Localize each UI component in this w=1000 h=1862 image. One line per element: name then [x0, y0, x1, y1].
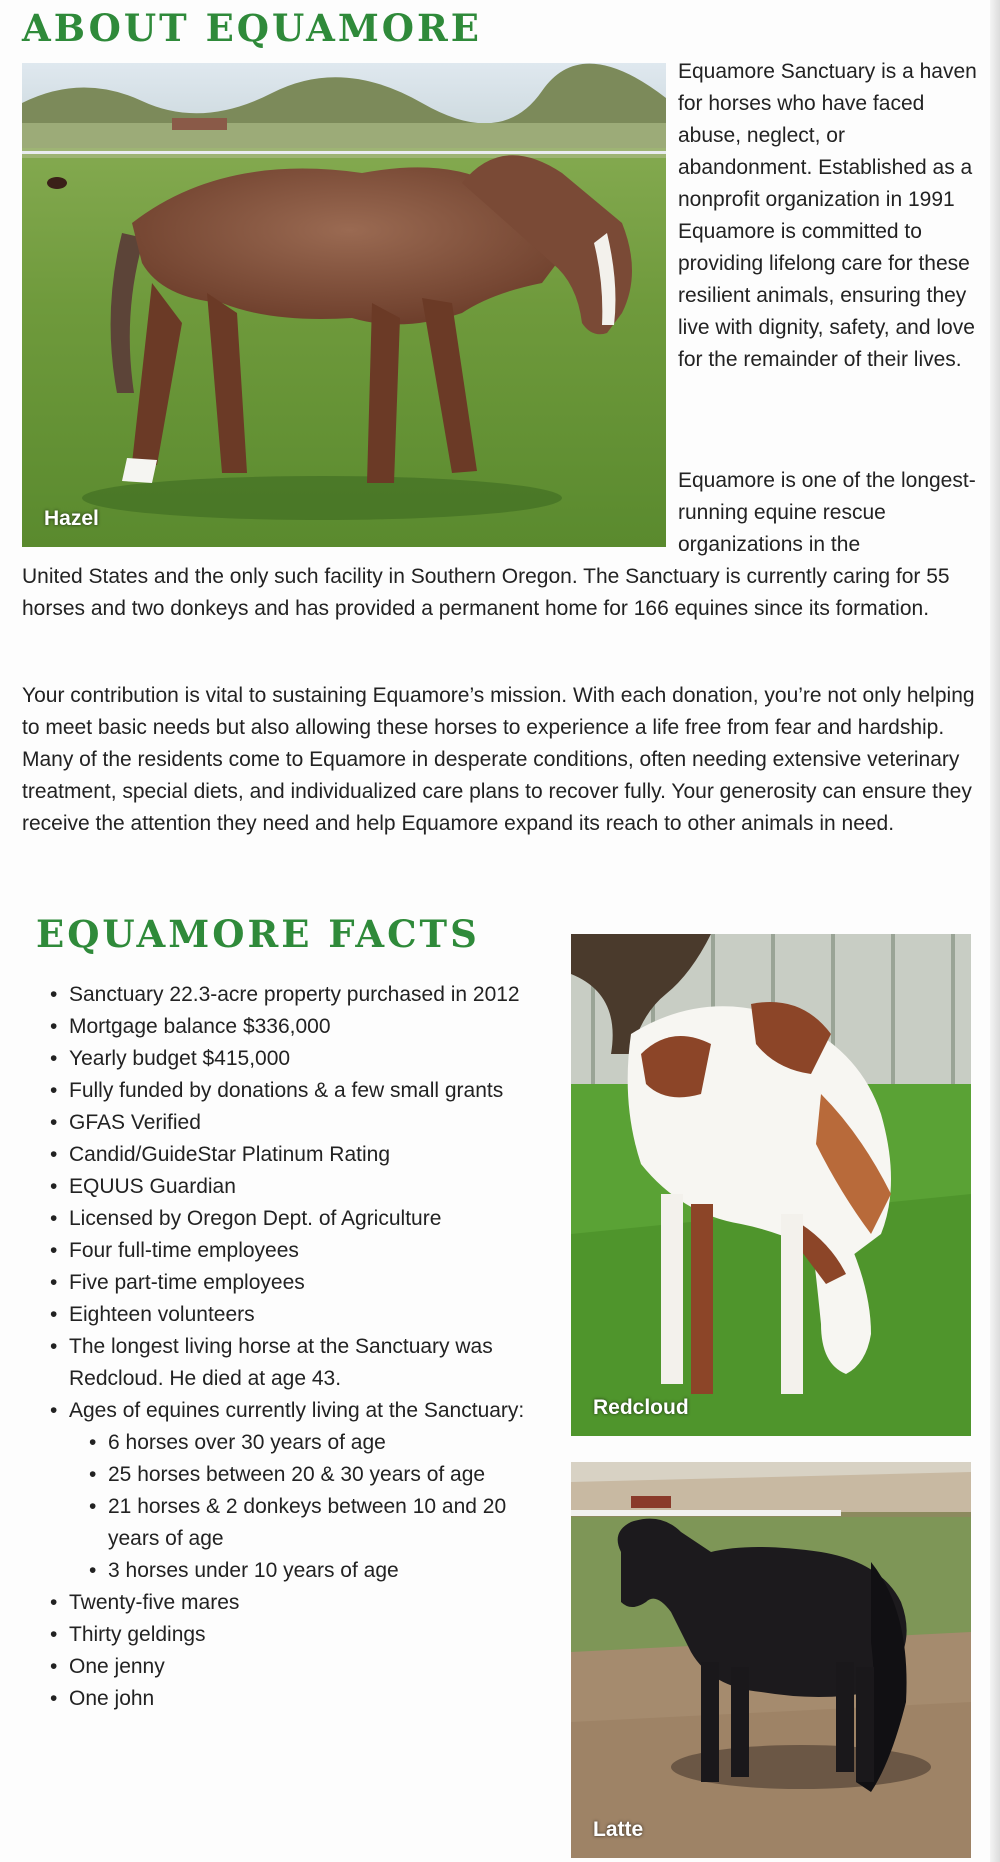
latte-photo	[571, 1462, 971, 1858]
facts-heading: EQUAMORE FACTS	[36, 912, 480, 956]
fact-item: • GFAS Verified	[50, 1107, 550, 1139]
fact-item: • Fully funded by donations & a few small grants	[50, 1075, 550, 1107]
page-edge	[990, 0, 1000, 1862]
redcloud-caption: Redcloud	[593, 1396, 689, 1419]
fact-item: • One john	[50, 1683, 550, 1715]
fact-item: • One jenny	[50, 1651, 550, 1683]
fact-subitem: • 6 horses over 30 years of age	[89, 1427, 550, 1459]
redcloud-photo	[571, 934, 971, 1436]
about-paragraph-2-part-2: United States and the only such facility in Southern Oregon. The Sanctuary is currently caring for 55 horses and two donkeys and has provided a permanent home for 166 equines since its formation.	[22, 565, 950, 620]
fact-subitem: • 25 horses between 20 & 30 years of age	[89, 1459, 550, 1491]
fact-item: • Four full-time employees	[50, 1235, 550, 1267]
about-heading: ABOUT EQUAMORE	[22, 6, 482, 50]
fact-item: • Candid/GuideStar Platinum Rating	[50, 1139, 550, 1171]
fact-item: • Sanctuary 22.3-acre property purchased in 2012	[50, 979, 550, 1011]
hazel-photo	[22, 63, 666, 547]
latte-caption: Latte	[593, 1818, 644, 1841]
fact-item: • Eighteen volunteers	[50, 1299, 550, 1331]
fact-item: • EQUUS Guardian	[50, 1171, 550, 1203]
fact-item: • Five part-time employees	[50, 1267, 550, 1299]
fact-item: • Thirty geldings	[50, 1619, 550, 1651]
fact-subitem: • 21 horses & 2 donkeys between 10 and 20 years of age	[89, 1491, 550, 1555]
fact-item: • The longest living horse at the Sanctuary was Redcloud. He died at age 43.	[50, 1331, 550, 1395]
fact-item: • Licensed by Oregon Dept. of Agriculture	[50, 1203, 550, 1235]
about-paragraph-1: Equamore Sanctuary is a haven for horses who have faced abuse, neglect, or abandonment. Established as a nonprofit organization in 1991 Equamore is committed to providing lifelong care for these resilient animals, ensuring they live with dignity, safety, and love for the remainder of their lives.	[678, 60, 977, 371]
about-paragraph-2-part-1: Equamore is one of the longest-running equine rescue organizations in the	[678, 469, 976, 556]
fact-item: • Yearly budget $415,000	[50, 1043, 550, 1075]
about-paragraph-3: Your contribution is vital to sustaining Equamore’s mission. With each donation, you’re not only helping to meet basic needs but also allowing these horses to experience a life free from fear and hardship. Many of the residents come to Equamore in desperate conditions, often needing extensive veterinary treatment, special diets, and individualized care plans to recover fully. Your generosity can ensure they receive the attention they need and help Equamore expand its reach to other animals in need.	[22, 684, 975, 835]
fact-item: • Ages of equines currently living at the Sanctuary:	[50, 1395, 550, 1427]
fact-item: • Twenty-five mares	[50, 1587, 550, 1619]
fact-subitem: • 3 horses under 10 years of age	[89, 1555, 550, 1587]
hazel-caption: Hazel	[44, 507, 99, 530]
facts-list	[50, 979, 550, 1715]
fact-item: • Mortgage balance $336,000	[50, 1011, 550, 1043]
